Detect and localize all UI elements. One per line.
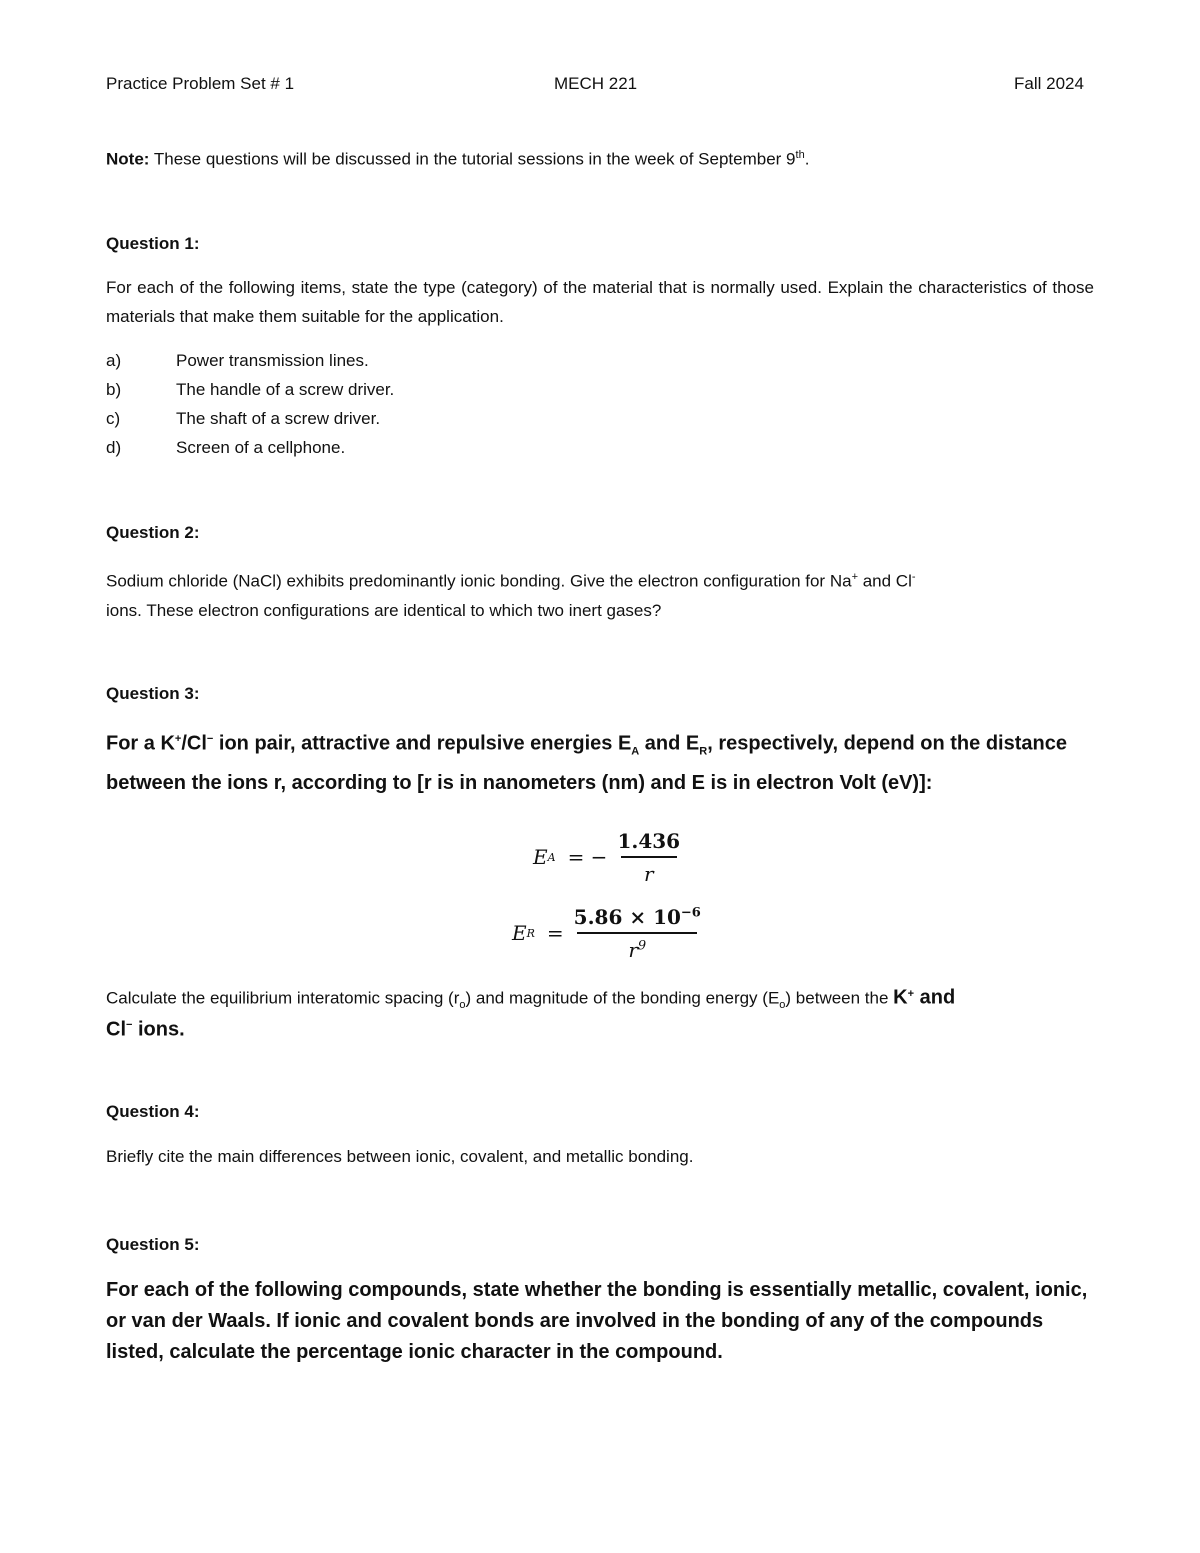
q3-calc-text: ) between the [785, 988, 894, 1008]
q4-body: Briefly cite the main differences between ionic, covalent, and metallic bonding. [106, 1147, 694, 1166]
eq2-fraction [570, 905, 705, 962]
q1-item [106, 404, 706, 433]
eq1-lhs: E [533, 845, 548, 869]
q3-text: ion pair, attractive and repulsive energies E [213, 732, 632, 755]
q5-line-2: or van der Waals. If ionic and covalent bonds are involved in the bonding of any of the compounds [106, 1310, 1044, 1332]
q1-item-text: Screen of a cellphone. [176, 438, 346, 457]
q3-text-2: between the ions r, according to [r is in nanometers (nm) and E is in electron Volt (eV)]: [106, 771, 933, 794]
equation-er [512, 900, 705, 966]
equation-ea [533, 826, 684, 888]
header-center: MECH 221 [554, 74, 638, 93]
eq1-fraction [613, 829, 684, 886]
eq1-sub: A [547, 850, 556, 864]
q1-item [106, 375, 706, 404]
q2-sup-1: + [851, 571, 858, 583]
q3-calc-sub: o [459, 999, 466, 1012]
q3-title: Question 3: [106, 684, 200, 703]
q1-list [106, 346, 706, 462]
q3-sup-plus: + [174, 733, 182, 745]
q1-item-label: a) [106, 351, 122, 370]
q1-item-label: d) [106, 438, 122, 457]
eq2-rel: = [546, 921, 564, 945]
q1-item [106, 346, 706, 375]
q1-item-text: Power transmission lines. [176, 351, 369, 370]
eq1-numerator: 1.436 [617, 828, 681, 853]
eq2-num-exp: −6 [680, 904, 701, 920]
note-sup: th [795, 149, 805, 161]
q5-title: Question 5: [106, 1235, 200, 1254]
q1-item-text: The shaft of a screw driver. [176, 409, 381, 428]
eq2-sub: R [526, 926, 535, 940]
q1-item [106, 433, 706, 462]
q2-text-2: and Cl [858, 571, 912, 591]
q3-calc-text: ) and magnitude of the bonding energy (E [465, 988, 780, 1008]
q3-body [106, 724, 1106, 799]
note-end: . [804, 149, 810, 169]
q3-calc-ions: ions. [132, 1018, 185, 1041]
eq2-den-exp: 9 [637, 937, 647, 953]
q2-text-3: ions. These electron configurations are identical to which two inert gases? [106, 600, 662, 620]
q2-body [106, 563, 1096, 625]
q3-calc-line2 [106, 1011, 185, 1045]
eq2-den-base: r [628, 937, 638, 962]
note-text: These questions will be discussed in the tutorial sessions in the week of September 9 [153, 149, 796, 169]
q3-calc-k: K [893, 986, 908, 1009]
q3-calc [106, 980, 1106, 1020]
q3-sup-minus: − [206, 733, 214, 745]
q3-calc-cl: Cl [106, 1018, 126, 1041]
eq2-denominator [577, 932, 697, 962]
q3-sub-r: R [699, 745, 708, 758]
q2-title: Question 2: [106, 523, 200, 542]
note-label: Note: [106, 149, 150, 169]
q1-item-text: The handle of a screw driver. [176, 380, 395, 399]
q3-text: , respectively, depend on the distance [707, 732, 1067, 755]
q4-title: Question 4: [106, 1102, 200, 1121]
eq2-numerator [570, 905, 705, 932]
q3-calc-text: Calculate the equilibrium interatomic spacing (r [106, 988, 460, 1008]
q3-calc-sup-minus: − [126, 1019, 133, 1031]
q1-item-label: c) [106, 409, 121, 428]
q1-title: Question 1: [106, 234, 200, 253]
q1-body: For each of the following items, state the type (category) of the material that is normally used. Explain the characteristics of those materials that make them suitable for the application. [106, 278, 1094, 326]
eq1-denominator: r [621, 856, 677, 886]
q2-sup-2: - [911, 571, 916, 583]
note-line [106, 141, 809, 174]
q1-item-label: b) [106, 380, 122, 399]
eq1-rel: = − [567, 845, 608, 869]
eq2-lhs: E [512, 921, 527, 945]
q5-line-1: For each of the following compounds, state whether the bonding is essentially metallic, covalent, ionic, [106, 1279, 1088, 1301]
q5-line-3: listed, calculate the percentage ionic character in the compound. [106, 1341, 723, 1363]
q3-sub-a: A [631, 745, 640, 758]
q3-text: For a K [106, 732, 175, 755]
q2-text-1: Sodium chloride (NaCl) exhibits predominantly ionic bonding. Give the electron configuration for Na [106, 571, 852, 591]
eq2-num-base: 5.86 × 10 [573, 904, 681, 929]
q5-body [106, 1275, 1106, 1368]
q3-calc-sup-plus: + [907, 988, 915, 1000]
q3-calc-and: and [914, 986, 956, 1009]
header-left: Practice Problem Set # 1 [106, 74, 295, 93]
q3-text: and E [639, 732, 700, 755]
header-right: Fall 2024 [1014, 74, 1084, 93]
q3-text: /Cl [181, 732, 207, 755]
q3-calc-sub: o [779, 999, 786, 1012]
